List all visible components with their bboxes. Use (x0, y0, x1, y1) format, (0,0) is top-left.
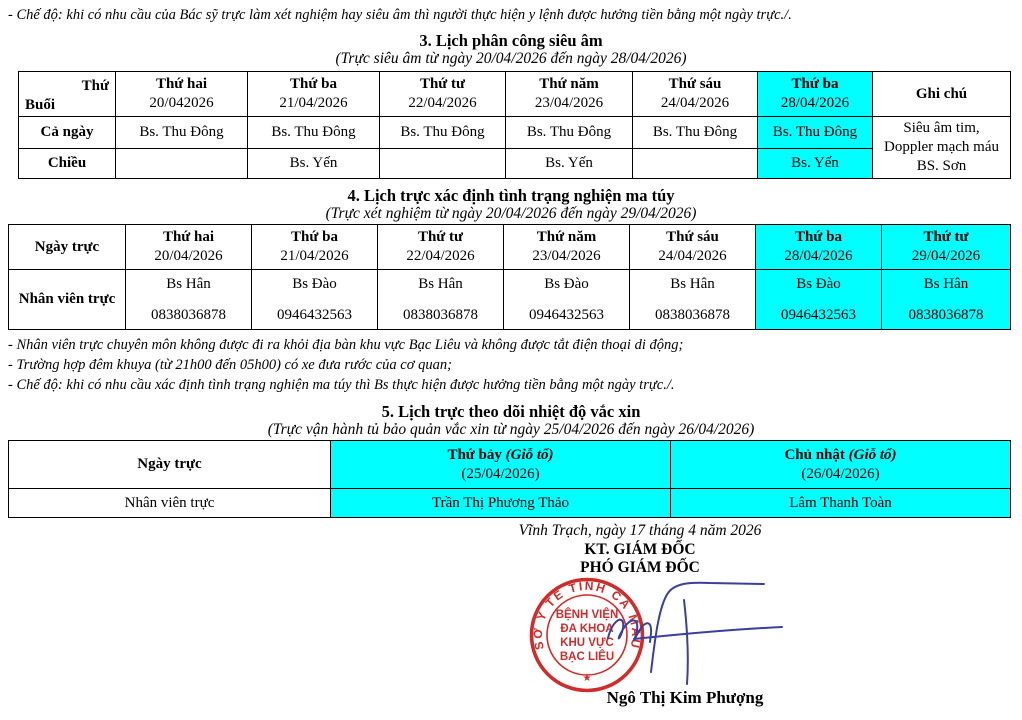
section4-notes (8, 335, 1022, 395)
t3-staff-cell-highlighted: Trần Thị Phương Thảo (331, 489, 671, 518)
signature-text-block (440, 521, 840, 577)
t2-staff-cell (504, 270, 630, 330)
day-label: Thứ sáu (668, 76, 722, 92)
staff-name: Bs Đào (544, 276, 589, 292)
stamp-ring-text: SỞ Y TẾ TỈNH CÀ MAU (530, 578, 644, 651)
t3-row-label: Nhân viên trực (9, 489, 331, 518)
staff-phone: 0838036878 (908, 307, 984, 323)
ultrasound-schedule-table (18, 71, 1011, 179)
staff-phone: 0946432563 (529, 307, 604, 323)
t1-cell (116, 149, 248, 179)
day-label: Thứ tư (417, 229, 464, 245)
section3-title: 3. Lịch phân công siêu âm (419, 31, 603, 50)
day-label: Thứ tư (419, 76, 466, 92)
t1-cell: Bs. Yến (248, 149, 380, 179)
stamp-center-line1: BỆNH VIỆN (555, 609, 619, 621)
date-label: 29/04/2026 (911, 248, 981, 264)
day-label: Thứ ba (791, 76, 839, 92)
handwritten-signature-icon (596, 576, 786, 691)
t1-col-header (116, 72, 248, 117)
date-label: 23/04/2026 (534, 95, 604, 111)
t1-col-header (380, 72, 506, 117)
note-line: Siêu âm tim, (903, 120, 980, 136)
staff-phone: 0946432563 (781, 307, 856, 323)
signer-title-1: KT. GIÁM ĐỐC (584, 541, 696, 558)
t2-staff-cell (378, 270, 504, 330)
t2-col-header (504, 225, 630, 270)
staff-phone: 0838036878 (655, 307, 730, 323)
section4-title: 4. Lịch trực xác định tình trạng nghiện ma túy (347, 186, 675, 205)
day-label: Thứ năm (539, 76, 599, 92)
day-label: Thứ năm (536, 229, 597, 245)
stamp-center-line4: BẠC LIÊU (559, 651, 615, 663)
t1-col-header (248, 72, 380, 117)
corner-header-cell (19, 72, 116, 117)
top-regime-note: - Chế độ: khi có nhu cầu của Bác sỹ trực làm xét nghiệm hay siêu âm thì người thực hiện y lệnh được hưởng tiền bằng một ngày trực./. (8, 7, 792, 23)
date-label: 20/04/2026 (154, 248, 223, 264)
t2-staff-cell-highlighted (882, 270, 1011, 330)
holiday-label: (Giỗ tổ) (848, 446, 897, 463)
staff-name: Bs Hân (166, 276, 211, 292)
day-label: Thứ ba (290, 76, 337, 92)
date-label: 21/04/2026 (280, 248, 349, 264)
day-label: Thứ hai (155, 76, 208, 92)
day-label: Thứ hai (162, 229, 215, 245)
section4-subtitle: (Trực xét nghiệm từ ngày 20/04/2026 đến ngày 29/04/2026) (325, 205, 697, 222)
signer-name: Ngô Thị Kim Phượng (606, 688, 764, 707)
t1-cell (633, 149, 758, 179)
date-label: 21/04/2026 (279, 95, 348, 111)
t1-cell (380, 149, 506, 179)
t1-cell-highlighted: Bs. Yến (758, 149, 873, 179)
note-line: - Chế độ: khi có nhu cầu xác định tình trạng nghiện ma túy thì Bs thực hiện được hưởng tiền bằng một ngày trực./. (8, 377, 675, 393)
date-label: 28/04/2026 (780, 95, 850, 111)
t2-staff-cell-highlighted (756, 270, 882, 330)
t2-staff-cell (630, 270, 756, 330)
t1-cell-highlighted: Bs. Thu Đông (758, 117, 873, 149)
date-label: 23/04/2026 (532, 248, 601, 264)
date-label: 22/04/2026 (408, 95, 477, 111)
stamp-center-line3: KHU VỰC (560, 637, 614, 649)
t1-col-header (506, 72, 633, 117)
date-label: 24/04/2026 (658, 248, 727, 264)
date-label: 28/04/2026 (784, 248, 853, 264)
note-line: Doppler mạch máu (884, 139, 999, 155)
t1-row-label-afternoon: Chiều (19, 149, 116, 179)
signature-area (0, 518, 1022, 720)
holiday-label: (Giỗ tổ) (505, 446, 554, 463)
date-label: 22/04/2026 (406, 248, 475, 264)
t1-cell: Bs. Thu Đông (380, 117, 506, 149)
staff-name: Bs Hân (418, 276, 463, 292)
t2-col-header (126, 225, 252, 270)
t2-col-header (252, 225, 378, 270)
staff-name: Bs Đào (796, 276, 841, 292)
t1-cell: Bs. Thu Đông (248, 117, 380, 149)
t1-cell: Bs. Thu Đông (116, 117, 248, 149)
note-line: BS. Sơn (916, 158, 967, 174)
t2-col-header (630, 225, 756, 270)
date-label: 24/04/2026 (660, 95, 730, 111)
stamp-star-icon: ★ (582, 673, 592, 684)
t3-col-header-highlighted (671, 441, 1011, 489)
t1-cell: Bs. Yến (506, 149, 633, 179)
staff-name: Bs Đào (292, 276, 337, 292)
day-label: Thứ ba (795, 229, 842, 245)
t2-header-label: Ngày trực (9, 225, 126, 270)
day-label (331, 446, 670, 465)
t1-cell: Bs. Thu Đông (633, 117, 758, 149)
t1-col-header (633, 72, 758, 117)
t2-staff-cell (126, 270, 252, 330)
t2-col-header (378, 225, 504, 270)
day-text: Thứ bảy (447, 446, 506, 463)
drug-test-duty-table (8, 224, 1011, 330)
t2-col-header-highlighted (882, 225, 1011, 270)
section5-subtitle: (Trực vận hành tủ bảo quản vắc xin từ ngày 25/04/2026 đến ngày 26/04/2026) (267, 421, 755, 438)
day-text: Chủ nhật (784, 446, 849, 463)
note-line: - Trường hợp đêm khuya (từ 21h00 đến 05h00) có xe đưa rước của cơ quan; (8, 357, 452, 373)
signer-title-2: PHÓ GIÁM ĐỐC (580, 559, 700, 576)
staff-phone: 0838036878 (151, 307, 226, 323)
date-label: (26/04/2026) (801, 465, 880, 482)
section3-subtitle: (Trực siêu âm từ ngày 20/04/2026 đến ngày 28/04/2026) (335, 50, 687, 67)
t1-row-label-allday: Cả ngày (19, 117, 116, 149)
date-label: 20/042026 (149, 95, 214, 111)
stamp-center-line2: ĐA KHOA (560, 623, 614, 635)
t2-col-header-highlighted (756, 225, 882, 270)
t1-col-header-highlighted (758, 72, 873, 117)
t2-row-label: Nhân viên trực (9, 270, 126, 330)
t1-note-header: Ghi chú (873, 72, 1011, 117)
t3-col-header-highlighted (331, 441, 671, 489)
t2-staff-cell (252, 270, 378, 330)
t3-header-label: Ngày trực (9, 441, 331, 489)
vaccine-temperature-duty-table (8, 440, 1011, 518)
corner-label-thu: Thứ (81, 77, 109, 94)
staff-name: Bs Hân (670, 276, 715, 292)
t1-cell: Bs. Thu Đông (506, 117, 633, 149)
day-label: Thứ ba (291, 229, 338, 245)
day-label: Thứ tư (923, 229, 969, 245)
corner-label-buoi: Buổi (25, 96, 56, 113)
t1-note-cell (873, 117, 1011, 179)
day-label (671, 446, 1010, 465)
date-label: (25/04/2026) (461, 465, 540, 482)
staff-phone: 0838036878 (403, 307, 478, 323)
staff-phone: 0946432563 (277, 307, 352, 323)
day-label: Thứ sáu (666, 229, 719, 245)
t3-staff-cell-highlighted: Lâm Thanh Toàn (671, 489, 1011, 518)
place-date-line: Vĩnh Trạch, ngày 17 tháng 4 năm 2026 (518, 522, 762, 539)
staff-name: Bs Hân (923, 276, 969, 292)
section5-title: 5. Lịch trực theo dõi nhiệt độ vắc xin (381, 402, 641, 421)
note-line: - Nhân viên trực chuyên môn không được đi ra khỏi địa bàn khu vực Bạc Liêu và không được tắt điện thoại di động; (8, 337, 684, 353)
